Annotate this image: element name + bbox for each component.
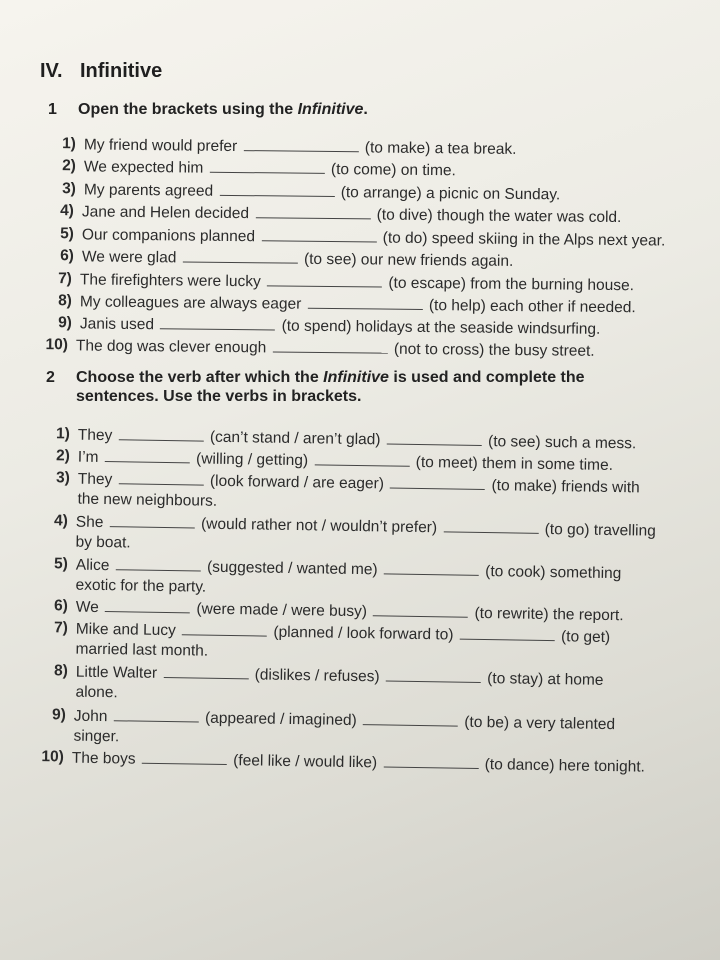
item-continuation: alone. — [75, 683, 118, 702]
verb-blank[interactable] — [116, 556, 201, 571]
item-hint: (to help) each other if needed. — [428, 297, 636, 317]
verb-options: (planned / look forward to) — [273, 623, 454, 644]
section-title-text: Infinitive — [80, 60, 163, 82]
item-text — [72, 749, 645, 777]
answer-blank[interactable] — [273, 338, 388, 353]
task1-instruction: Open the brackets using the Infinitive. — [78, 101, 368, 118]
section-number: IV. — [40, 60, 63, 82]
answer-blank[interactable] — [243, 137, 358, 152]
item-subject: They — [77, 470, 113, 489]
verb-blank[interactable] — [105, 448, 190, 463]
item-text — [82, 225, 666, 250]
task2-instruction: Choose the verb after which the Infinitive is used and complete the sentences. Use the verbs in brackets. — [76, 369, 585, 405]
item-hint: (to get) — [560, 628, 611, 646]
infinitive-blank[interactable] — [314, 451, 409, 466]
section-title — [40, 60, 162, 83]
item-number: 5) — [60, 225, 74, 243]
item-text — [80, 292, 636, 317]
verb-options: (look forward / are eager) — [209, 472, 385, 493]
task2-heading — [46, 368, 686, 408]
item-number: 8) — [58, 292, 72, 310]
infinitive-blank[interactable] — [387, 430, 482, 445]
item-continuation: the new neighbours. — [77, 490, 218, 510]
item-text — [76, 663, 604, 690]
item-prompt: We expected him — [83, 158, 204, 177]
answer-blank[interactable] — [261, 227, 376, 242]
item-hint: (to escape) from the burning house. — [388, 274, 635, 295]
verb-blank[interactable] — [119, 470, 204, 485]
item-hint: (not to cross) the busy street. — [393, 340, 595, 360]
item-number: 3) — [62, 180, 76, 198]
item-text — [80, 270, 634, 295]
item-prompt: My colleagues are always eager — [79, 293, 302, 313]
verb-options: (were made / were busy) — [196, 600, 368, 621]
item-text — [80, 314, 601, 338]
item-hint: (to see) such a mess. — [487, 433, 637, 453]
item-text — [82, 202, 622, 227]
item-number: 4) — [60, 202, 74, 220]
verb-blank[interactable] — [114, 707, 199, 722]
item-number: 7) — [53, 619, 68, 637]
infinitive-blank[interactable] — [386, 667, 481, 682]
item-number: 2) — [55, 447, 70, 465]
item-number: 9) — [58, 314, 72, 332]
item-prompt: The firefighters were lucky — [79, 271, 261, 291]
infinitive-blank[interactable] — [373, 602, 468, 617]
verb-blank[interactable] — [142, 750, 227, 765]
item-subject: Little Walter — [75, 663, 158, 682]
infinitive-blank[interactable] — [383, 753, 478, 768]
answer-blank[interactable] — [267, 272, 382, 287]
task2-number: 2 — [46, 369, 55, 386]
infinitive-blank[interactable] — [363, 711, 458, 726]
verb-blank[interactable] — [119, 426, 204, 441]
item-number: 8) — [53, 662, 68, 680]
item-text — [74, 707, 616, 735]
item-subject: We — [75, 598, 99, 616]
item-text — [76, 513, 656, 541]
item-hint: (to see) our new friends again. — [303, 250, 514, 270]
item-hint: (to cook) something — [485, 563, 622, 583]
item-number: 4) — [53, 512, 68, 530]
verb-options: (appeared / imagined) — [204, 709, 357, 730]
item-prompt: Janis used — [79, 315, 155, 334]
item-prompt: Our companions planned — [81, 226, 256, 246]
item-hint: (to spend) holidays at the seaside windsurfing. — [281, 317, 601, 338]
item-subject: The boys — [71, 749, 136, 768]
verb-blank[interactable] — [110, 513, 195, 528]
verb-options: (suggested / wanted me) — [206, 558, 378, 579]
item-prompt: Jane and Helen decided — [81, 203, 250, 223]
item-number: 1) — [55, 425, 70, 443]
item-number: 2) — [62, 157, 76, 175]
item-number: 10) — [41, 748, 64, 766]
item-hint: (to rewrite) the report. — [474, 604, 624, 625]
item-prompt: My parents agreed — [83, 181, 214, 200]
item-hint: (to dive) though the water was cold. — [376, 206, 622, 227]
infinitive-blank[interactable] — [384, 560, 479, 575]
task1-heading — [48, 100, 688, 120]
item-text — [76, 336, 595, 360]
verb-blank[interactable] — [163, 664, 248, 679]
task1-number: 1 — [48, 101, 57, 118]
item-number: 6) — [60, 247, 74, 265]
item-number: 7) — [58, 270, 72, 288]
item-number: 6) — [53, 597, 68, 615]
verb-options: (would rather not / wouldn’t prefer) — [200, 515, 438, 537]
item-continuation: by boat. — [75, 533, 131, 552]
item-text — [84, 157, 456, 180]
item-subject: Alice — [75, 556, 110, 575]
answer-blank[interactable] — [219, 182, 334, 197]
item-hint: (to stay) at home — [487, 670, 604, 689]
verb-options: (dislikes / refuses) — [254, 666, 380, 686]
answer-blank[interactable] — [308, 295, 423, 310]
item-hint: (to be) a very talented — [464, 713, 616, 734]
item-hint: (to arrange) a picnic on Sunday. — [340, 184, 561, 204]
item-subject: They — [77, 426, 113, 445]
item-hint: (to dance) here tonight. — [484, 756, 646, 776]
verb-options: (willing / getting) — [195, 450, 309, 470]
item-hint: (to do) speed skiing in the Alps next year. — [382, 229, 666, 250]
item-number: 1) — [62, 135, 76, 153]
item-prompt: My friend would prefer — [83, 136, 238, 156]
infinitive-blank[interactable] — [460, 626, 555, 641]
item-hint: (to make) a tea break. — [364, 139, 517, 158]
verb-blank[interactable] — [182, 621, 267, 636]
infinitive-blank[interactable] — [390, 475, 485, 490]
answer-blank[interactable] — [255, 204, 370, 219]
item-text — [84, 135, 517, 159]
item-hint: (to meet) them in some time. — [415, 453, 614, 475]
item-subject: She — [75, 513, 104, 532]
item-prompt: The dog was clever enough — [75, 337, 267, 357]
verb-options: (feel like / would like) — [233, 752, 378, 772]
item-continuation: exotic for the party. — [75, 576, 207, 596]
item-subject: I’m — [77, 448, 99, 466]
item-prompt: We were glad — [81, 248, 177, 267]
item-text — [84, 180, 560, 204]
verb-options: (can’t stand / aren’t glad) — [209, 428, 381, 449]
item-subject: Mike and Lucy — [75, 620, 176, 640]
verb-blank[interactable] — [105, 598, 190, 613]
item-subject: John — [73, 707, 108, 726]
item-continuation: singer. — [73, 727, 120, 746]
infinitive-blank[interactable] — [443, 518, 538, 533]
item-number: 10) — [45, 336, 68, 354]
item-hint: (to come) on time. — [330, 160, 456, 180]
item-hint: (to go) travelling — [544, 520, 656, 540]
item-continuation: married last month. — [75, 640, 209, 660]
answer-blank[interactable] — [210, 159, 325, 174]
item-hint: (to make) friends with — [491, 477, 640, 497]
item-text — [82, 247, 514, 271]
item-number: 9) — [51, 706, 66, 724]
answer-blank[interactable] — [183, 248, 298, 263]
answer-blank[interactable] — [160, 315, 275, 330]
item-number: 5) — [53, 555, 68, 573]
item-number: 3) — [55, 469, 70, 487]
